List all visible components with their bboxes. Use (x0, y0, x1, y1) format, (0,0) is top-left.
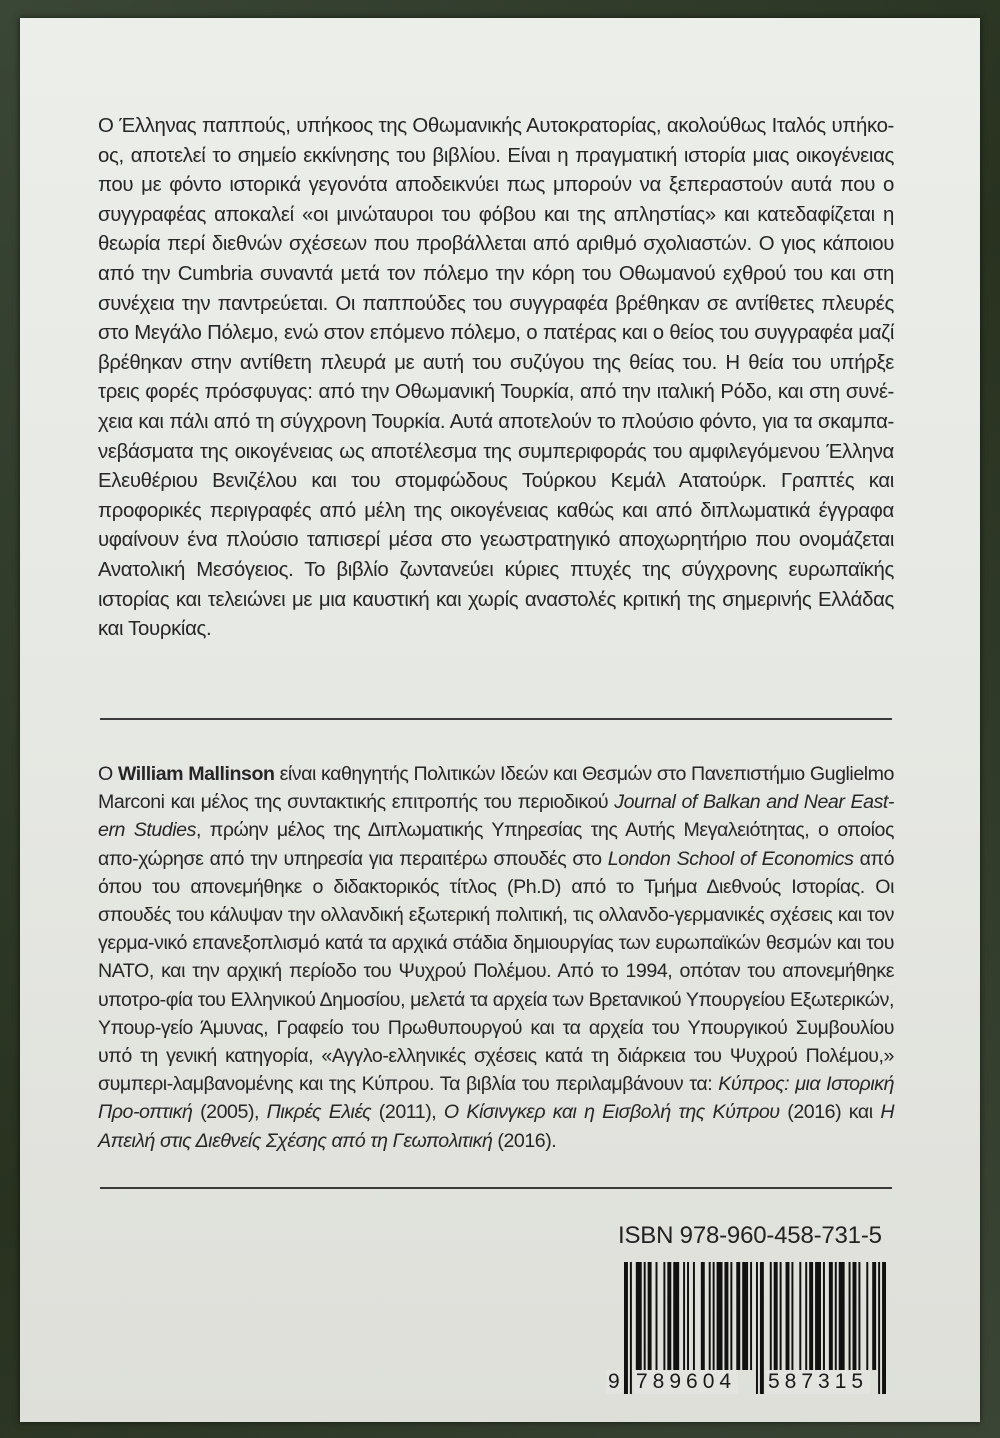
barcode-bar (882, 1262, 886, 1394)
barcode-digits-right: 587315 (768, 1370, 869, 1393)
barcode-bar (791, 1262, 793, 1370)
barcode-bar (823, 1262, 825, 1370)
barcode-digits-left: 789604 (636, 1370, 737, 1393)
barcode-bar (648, 1262, 652, 1370)
author-bio-paragraph (98, 760, 894, 1155)
barcode-bar (644, 1262, 646, 1370)
barcode-bar (656, 1262, 658, 1370)
barcode-bar (750, 1262, 752, 1370)
barcode-bar (878, 1262, 880, 1394)
bottom-divider-line (100, 1187, 892, 1189)
author-name: William Mallinson (117, 763, 275, 785)
book-year: (2005), (192, 1101, 267, 1124)
barcode-bar (780, 1262, 782, 1370)
barcode-bar (667, 1262, 671, 1370)
bio-text: είναι καθηγητής Πολιτικών Ιδεών και Θεσμών στο Πανεπιστήμιο Guglielmo Marconi και μέλος της συντακτικής επιτροπής του περιοδικού (98, 763, 894, 814)
barcode-bar (760, 1262, 764, 1394)
school-name: London School of Economics (607, 847, 854, 870)
barcode-bar (770, 1262, 772, 1370)
barcode-bar (636, 1262, 642, 1370)
barcode-bar (858, 1262, 860, 1370)
barcode-bar (756, 1262, 758, 1394)
journal-title: Journal of Balkan and Near East-ern Studies (98, 791, 894, 842)
barcode-bar (872, 1262, 876, 1370)
barcode-bar (815, 1262, 821, 1370)
barcode-bar (713, 1262, 715, 1370)
barcode-bar (624, 1262, 628, 1394)
barcode-bar (786, 1262, 790, 1370)
book-year: (2016). (492, 1129, 557, 1152)
bio-text: από όπου του απονεμήθηκε ο διδακτορικός τίτλος (Ph.D) από το Τμήμα Διεθνούς Ιστορίας. Οι σπουδές του κάλυψαν την ολλανδική εξωτερική πολιτική, τις ολλανδο-γερμανικές σχέσεις και τον γερμα-νικό επανεξοπλισμό κατά τα αρχικά στάδια δημιουργίας των ευρωπαϊκών θεσμών και του ΝΑΤΟ, και την αρχική περίοδο του Ψυχρού Πολέμου. Από το 1994, οπόταν του απονεμήθηκε υποτρο-φία του Ελληνικού Δημοσίου, μελετά τα αρχεία των Βρετανικού Υπουργείου Εξωτερικών, Υπουρ-γείο Άμυνας, Γραφείο του Πρωθυπουργού και τα αρχεία του Υπουργικού Συμβουλίου υπό τη γενική κατηγορία, «Αγγλο-ελληνικές σχέσεις κατά τη διάρκεια του Ψυχρού Πολέμου,» συμπερι-λαμβανομένης και της Κύπρου. Τα βιβλία του περιλαμβάνουν τα: (98, 847, 895, 1096)
barcode-bar (866, 1262, 868, 1370)
book-year: (2011), (371, 1101, 444, 1124)
book-title: Η Απειλή στις Διεθνείς Σχέσης από τη Γεωπολιτική (98, 1101, 895, 1152)
barcode-bar (799, 1262, 801, 1370)
barcode-bar (663, 1262, 665, 1370)
barcode-bar (849, 1262, 851, 1370)
top-divider-line (100, 718, 892, 720)
barcode-bar (673, 1262, 679, 1370)
barcode-digit-first: 9 (608, 1370, 620, 1393)
barcode-bar (693, 1262, 695, 1370)
barcode-bar (839, 1262, 845, 1370)
barcode-bar (829, 1262, 833, 1370)
barcode-bar (724, 1262, 728, 1370)
barcode-bar (809, 1262, 813, 1370)
barcode-bar (683, 1262, 685, 1370)
book-year: (2016) και (779, 1101, 881, 1124)
barcode-bar (835, 1262, 837, 1370)
barcode-bar (701, 1262, 705, 1370)
book-title: Ο Κίσινγκερ και η Εισβολή της Κύπρου (443, 1101, 780, 1124)
barcode-bar (742, 1262, 748, 1370)
book-title: Πικρές Ελιές (266, 1101, 372, 1124)
barcode-bar (687, 1262, 689, 1370)
book-title: Κύπρος: μια Ιστορική Προ-οπτική (98, 1073, 895, 1124)
barcode-bar (709, 1262, 711, 1370)
description-paragraph: Ο Έλληνας παππούς, υπήκοος της Οθωμανικής Αυτοκρατορίας, ακολούθως Ιταλός υπήκο-ος, αποτελεί το σημείο εκκίνησης του βιβλίου. Είναι η πραγματική ιστορία μιας οικογένειας που με φόντο ιστορικά γεγονότα αποδεικνύει πως μπορούν να ξεπεραστούν αυτά που ο συγγραφέας αποκαλεί «οι μινώταυροι του φόβου και της απληστίας» και κατεδαφίζεται η θεωρία περί διεθνών σχέσεων που προβάλλεται από αριθμό σχολιαστών. Ο γιος κάποιου από την Cumbria συναντά μετά τον πόλεμο την κόρη του Οθωμανού εχθρού του και στη συνέχεια την παντρεύεται. Οι παππούδες του συγγραφέα βρέθηκαν σε αντίθετες πλευρές στο Μεγάλο Πόλεμο, ενώ στον επόμενο πόλεμο, ο πατέρας και ο θείος του συγγραφέα μαζί βρέθηκαν στην αντίθετη πλευρά με αυτή του συζύγου της θείας του. Η θεία του υπήρξε τρεις φορές πρόσφυγας: από την Οθωμανική Τουρκία, από την ιταλική Ρόδο, και στη συνέ-χεια και πάλι από τη σύγχρονη Τουρκία. Αυτά αποτελούν το πλούσιο φόντο, για τα σκαμπα-νεβάσματα της οικογένειας ως αποτέλεσμα της συμπεριφοράς του αμφιλεγόμενου Έλληνα Ελευθέριου Βενιζέλου και του στομφώδους Τούρκου Κεμάλ Ατατούρκ. Γραπτές και προφορικές περιγραφές από μέλη της οικογένειας καθώς και από διπλωματικά έγγραφα υφαίνουν ένα πλούσιο ταπισερί μέσα στο γεωστρατηγικό αποχωρητήριο που ονομάζεται Ανατολική Μεσόγειος. Το βιβλίο ζωντανεύει κύριες πτυχές της σύγχρονης ευρωπαϊκής ιστορίας και τελειώνει με μια καυστική και χωρίς αναστολές κριτική της σημερινής Ελλάδας και Τουρκίας. (98, 115, 894, 641)
barcode-bar (774, 1262, 778, 1370)
bio-text: Ο (98, 763, 118, 785)
barcode-bar (730, 1262, 732, 1370)
barcode-bar (853, 1262, 857, 1370)
barcode-bar (717, 1262, 723, 1370)
barcode-bar (805, 1262, 807, 1370)
barcode-bar (630, 1262, 632, 1394)
bio-text: , πρώην μέλος της Διπλωματικής Υπηρεσίας της Αυτής Μεγαλειότητας, ο οποίος απο-χώρησε από την υπηρεσία για περαιτέρω σπουδές στο (98, 819, 894, 870)
barcode-bar (736, 1262, 740, 1370)
isbn-label: ISBN 978-960-458-731-5 (618, 1222, 882, 1249)
